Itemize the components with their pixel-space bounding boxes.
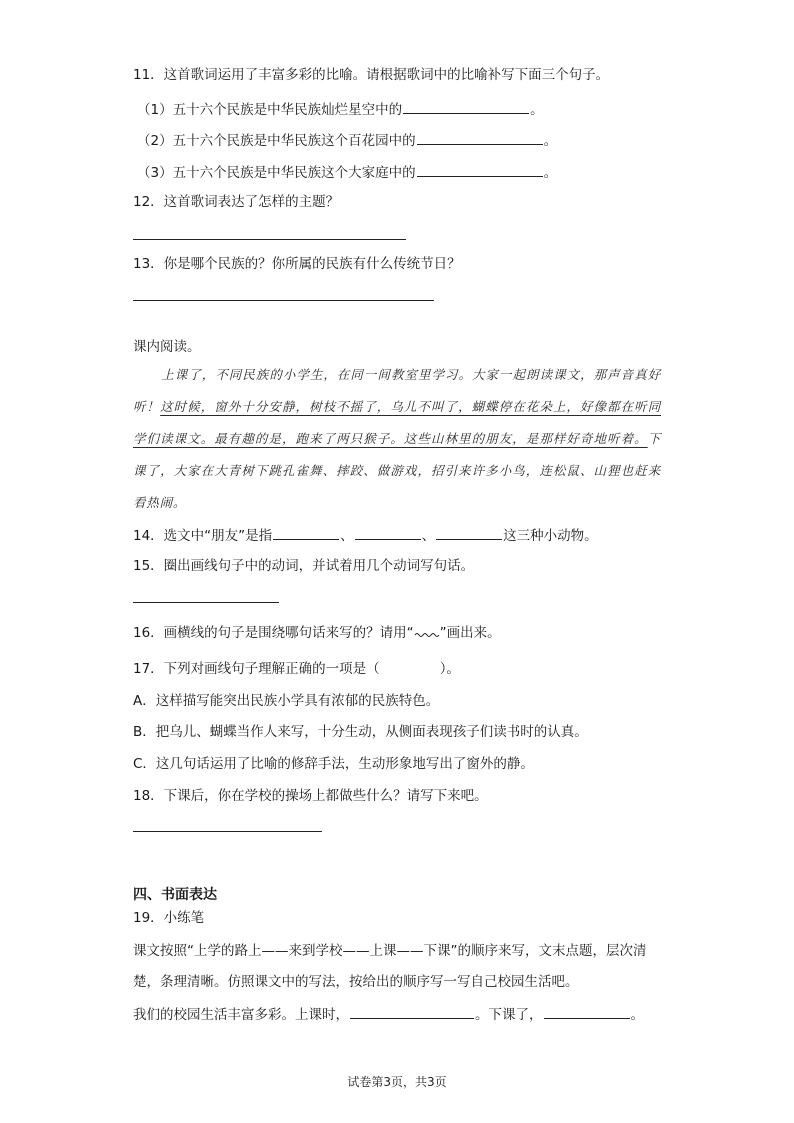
q15-answer-line[interactable] bbox=[133, 602, 279, 603]
q15-stem: 15．圈出画线句子中的动词，并试着用几个动词写句话。 bbox=[133, 558, 475, 574]
q14-sep-2: 、 bbox=[421, 528, 436, 544]
q14-prefix: 14．选文中“朋友”是指 bbox=[133, 528, 273, 544]
q17-option-a[interactable]: A．这样描写能突出民族小学具有浓郁的民族特色。 bbox=[133, 693, 440, 709]
q14-blank-2[interactable] bbox=[355, 525, 421, 540]
q14-line bbox=[133, 525, 598, 545]
q13-answer-line[interactable] bbox=[133, 300, 434, 301]
q17-stem: 17．下列对画线句子理解正确的一项是（ bbox=[133, 661, 380, 677]
passage-tail: 下课了，大家在大青树下跳孔雀舞、摔跤、做游戏，招引来许多小鸟，连松鼠、山狸也赶来看热闹。 bbox=[133, 431, 661, 510]
q19-text-a: 我们的校园生活丰富多彩。上课时， bbox=[133, 1007, 349, 1023]
q16-prefix: 16．画横线的句子是围绕哪句话来写的？请用“ bbox=[133, 625, 414, 641]
q19-text-b: 。下课了， bbox=[475, 1007, 543, 1023]
q14-blank-1[interactable] bbox=[273, 525, 339, 540]
q11-blank-2[interactable] bbox=[417, 130, 543, 145]
passage-underlined: 这时候，窗外十分安静，树枝不摇了，乌儿不叫了，蝴蝶停在花朵上，好像都在听同学们读课文。最有趣的是，跑来了两只猴子。这些山林里的朋友，是那样好奇地听着。 bbox=[133, 399, 661, 446]
q19-instruction-1: 课文按照“上学的路上——来到学校——上课——下课”的顺序来写，文末点题，层次清 bbox=[133, 943, 647, 959]
reading-passage bbox=[133, 359, 661, 519]
passage-lead: 上课了，不同民族的小学生，在同一间教室里学习。大家一起朗读课文，那声音真好听！ bbox=[133, 367, 661, 414]
q11-blank-3[interactable] bbox=[417, 162, 543, 177]
q11-item-3-end: 。 bbox=[543, 165, 558, 181]
q18-stem: 18．下课后，你在学校的操场上都做些什么？请写下来吧。 bbox=[133, 788, 488, 804]
q12-stem: 12．这首歌词表达了怎样的主题？ bbox=[133, 194, 340, 210]
q19-blank-2[interactable] bbox=[544, 1004, 630, 1019]
q11-blank-1[interactable] bbox=[403, 99, 529, 114]
q17-option-b[interactable]: B．把乌儿、蝴蝶当作人来写，十分生动，从侧面表现孩子们读书时的认真。 bbox=[133, 724, 588, 740]
wavy-line-icon bbox=[414, 627, 440, 639]
q11-item-1 bbox=[137, 99, 544, 119]
q14-suffix: 这三种小动物。 bbox=[503, 528, 598, 544]
q11-item-3 bbox=[137, 162, 557, 182]
q14-sep-1: 、 bbox=[340, 528, 354, 544]
q19-title: 19．小练笔 bbox=[133, 910, 205, 926]
q11-item-2-text: （2）五十六个民族是中华民族这个百花园中的 bbox=[137, 133, 416, 149]
q17-line bbox=[133, 660, 460, 678]
page-footer: 试卷第3页，共3页 bbox=[347, 1075, 447, 1089]
q14-blank-3[interactable] bbox=[436, 525, 502, 540]
q11-item-1-end: 。 bbox=[530, 102, 544, 118]
q16-line bbox=[133, 624, 501, 642]
q19-blank-1[interactable] bbox=[350, 1004, 474, 1019]
q18-answer-line[interactable] bbox=[133, 831, 322, 832]
reading-heading: 课内阅读。 bbox=[133, 339, 201, 355]
q11-stem: 11．这首歌词运用了丰富多彩的比喻。请根据歌词中的比喻补写下面三个句子。 bbox=[133, 67, 610, 83]
q16-suffix: ”画出来。 bbox=[439, 625, 501, 641]
q12-answer-line[interactable] bbox=[133, 239, 406, 240]
q13-stem: 13．你是哪个民族的？你所属的民族有什么传统节日？ bbox=[133, 256, 461, 272]
section-4-title: 四、书面表达 bbox=[133, 887, 217, 903]
q19-fill-line bbox=[133, 1004, 644, 1024]
q19-instruction-2: 楚，条理清晰。仿照课文中的写法，按给出的顺序写一写自己校园生活吧。 bbox=[133, 974, 579, 990]
q17-option-c[interactable]: C．这几句话运用了比喻的修辞手法，生动形象地写出了窗外的静。 bbox=[133, 756, 534, 772]
q17-stem-end: ）。 bbox=[439, 661, 460, 677]
q11-item-1-text: （1）五十六个民族是中华民族灿烂星空中的 bbox=[137, 102, 403, 118]
q11-item-3-text: （3）五十六个民族是中华民族这个大家庭中的 bbox=[137, 165, 416, 181]
q11-item-2 bbox=[137, 130, 557, 150]
q19-text-c: 。 bbox=[630, 1007, 644, 1023]
q11-item-2-end: 。 bbox=[543, 133, 558, 149]
